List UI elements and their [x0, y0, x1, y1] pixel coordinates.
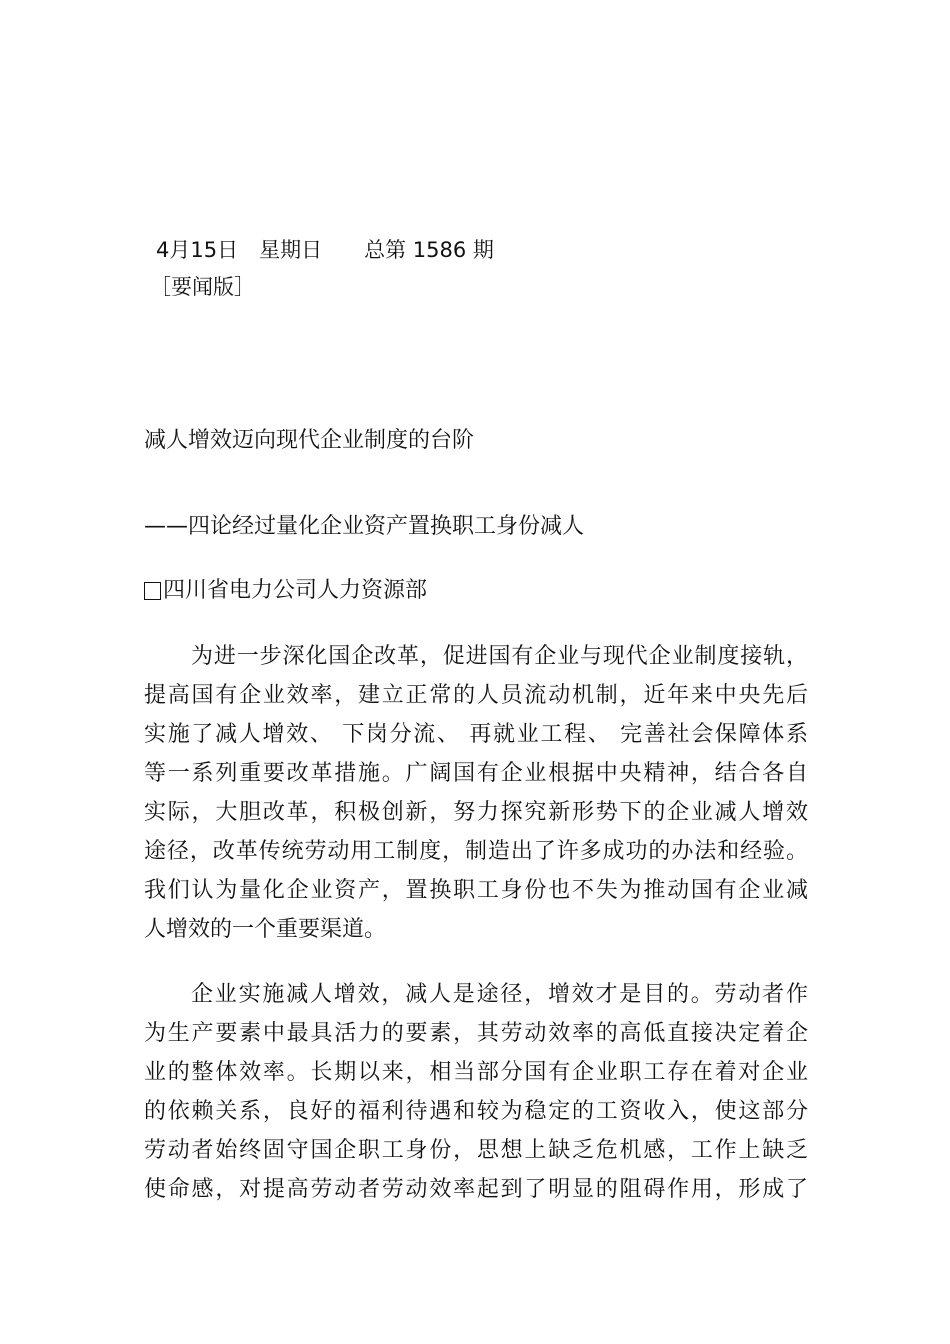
paragraph-line: 途径，改革传统劳动用工制度，制造出了许多成功的办法和经验。	[144, 839, 808, 864]
author-name: 四川省电力公司人力资源部	[163, 578, 428, 603]
paragraph-line: 业的整体效率。长期以来，相当部分国有企业职工存在着对企业	[144, 1060, 808, 1085]
paragraph-line: 企业实施减人增效，减人是途径，增效才是目的。劳动者作	[191, 982, 808, 1007]
paragraph-line: 人增效的一个重要渠道。	[144, 917, 387, 942]
paragraph-line: 等一系列重要改革措施。广阔国有企业根据中央精神，结合各自	[144, 761, 808, 786]
paragraph-line: 劳动者始终固守国企职工身份，思想上缺乏危机感，工作上缺乏	[144, 1138, 808, 1163]
paragraph-line: 使命感，对提高劳动者劳动效率起到了明显的阻碍作用，形成了	[144, 1177, 808, 1202]
paragraph-line: 我们认为量化企业资产，置换职工身份也不失为推动国有企业减	[144, 878, 808, 903]
issue-date-line: 4月15日 星期日 总第 1586 期	[156, 238, 494, 262]
paragraph-line: 为进一步深化国企改革，促进国有企业与现代企业制度接轨，	[191, 644, 808, 669]
paragraph-line: 实施了减人增效、 下岗分流、 再就业工程、 完善社会保障体系	[144, 722, 808, 747]
paragraph-line: 实际，大胆改革，积极创新，努力探究新形势下的企业减人增效	[144, 800, 808, 825]
article-subtitle: ——四论经过量化企业资产置换职工身份减人	[144, 514, 585, 539]
article-title: 减人增效迈向现代企业制度的台阶	[144, 428, 475, 453]
paragraph-line: 的依赖关系，良好的福利待遇和较为稳定的工资收入，使这部分	[144, 1099, 808, 1124]
square-bullet-icon	[144, 582, 161, 600]
paragraph-line: 提高国有企业效率，建立正常的人员流动机制，近年来中央先后	[144, 683, 808, 708]
paragraph-1	[144, 637, 808, 949]
paragraph-2	[144, 975, 808, 1209]
paragraph-line: 为生产要素中最具活力的要素，其劳动效率的高低直接决定着企	[144, 1021, 808, 1046]
article-author	[144, 576, 427, 606]
section-label: ［要闻版］	[150, 275, 255, 299]
